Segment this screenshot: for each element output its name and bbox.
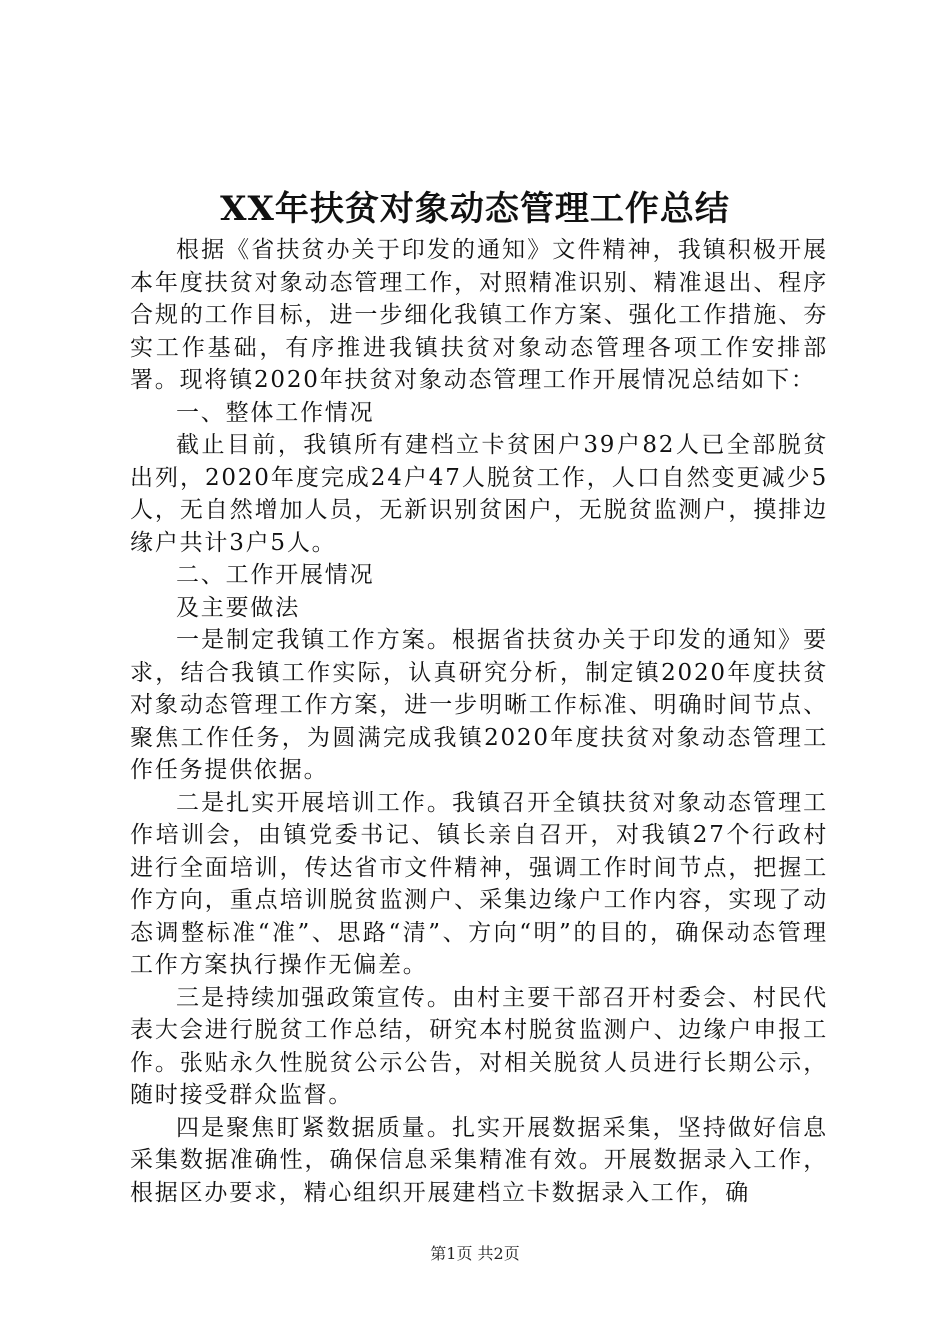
- document-body: [130, 234, 828, 1209]
- page-footer: 第1页 共2页: [430, 1244, 520, 1263]
- section-heading-main-practices: 及主要做法: [176, 594, 300, 621]
- section-heading-work-progress: 二、工作开展情况: [176, 562, 375, 588]
- paragraph-intro: 根据《省扶贫办关于印发的通知》文件精神，我镇积极开展本年度扶贫对象动态管理工作，对照精准识别、精准退出、程序合规的工作目标，进一步细化我镇工作方案、强化工作措施、夯实工作基础，有序推进我镇扶贫对象动态管理各项工作安排部署。现将镇2020年扶贫对象动态管理工作开展情况总结如下：: [130, 237, 828, 393]
- paragraph-item-three: 三是持续加强政策宣传。由村主要干部召开村委会、村民代表大会进行脱贫工作总结，研究本村脱贫监测户、边缘户申报工作。张贴永久性脱贫公示公告，对相关脱贫人员进行长期公示，随时接受群众监督。: [130, 984, 828, 1108]
- paragraph-item-two: 二是扎实开展培训工作。我镇召开全镇扶贫对象动态管理工作培训会，由镇党委书记、镇长亲自召开，对我镇27个行政村进行全面培训，传达省市文件精神，强调工作时间节点，把握工作方向，重点培训脱贫监测户、采集边缘户工作内容，实现了动态调整标准“准”、思路“清”、方向“明”的目的，确保动态管理工作方案执行操作无偏差。: [130, 789, 828, 978]
- document-title: XX年扶贫对象动态管理工作总结: [220, 189, 730, 229]
- paragraph-overall-status: 截止目前，我镇所有建档立卡贫困户39户82人已全部脱贫出列，2020年度完成24户47人脱贫工作，人口自然变更减少5人，无自然增加人员，无新识别贫困户，无脱贫监测户，摸排边缘户共计3户5人。: [130, 432, 828, 556]
- paragraph-item-four: 四是聚焦盯紧数据质量。扎实开展数据采集，坚持做好信息采集数据准确性，确保信息采集精准有效。开展数据录入工作，根据区办要求，精心组织开展建档立卡数据录入工作，确: [130, 1114, 828, 1206]
- section-heading-overall: 一、整体工作情况: [176, 399, 375, 426]
- paragraph-item-one: 一是制定我镇工作方案。根据省扶贫办关于印发的通知》要求，结合我镇工作实际，认真研究分析，制定镇2020年度扶贫对象动态管理工作方案，进一步明晰工作标准、明确时间节点、聚焦工作任务，为圆满完成我镇2020年度扶贫对象动态管理工作任务提供依据。: [130, 627, 828, 783]
